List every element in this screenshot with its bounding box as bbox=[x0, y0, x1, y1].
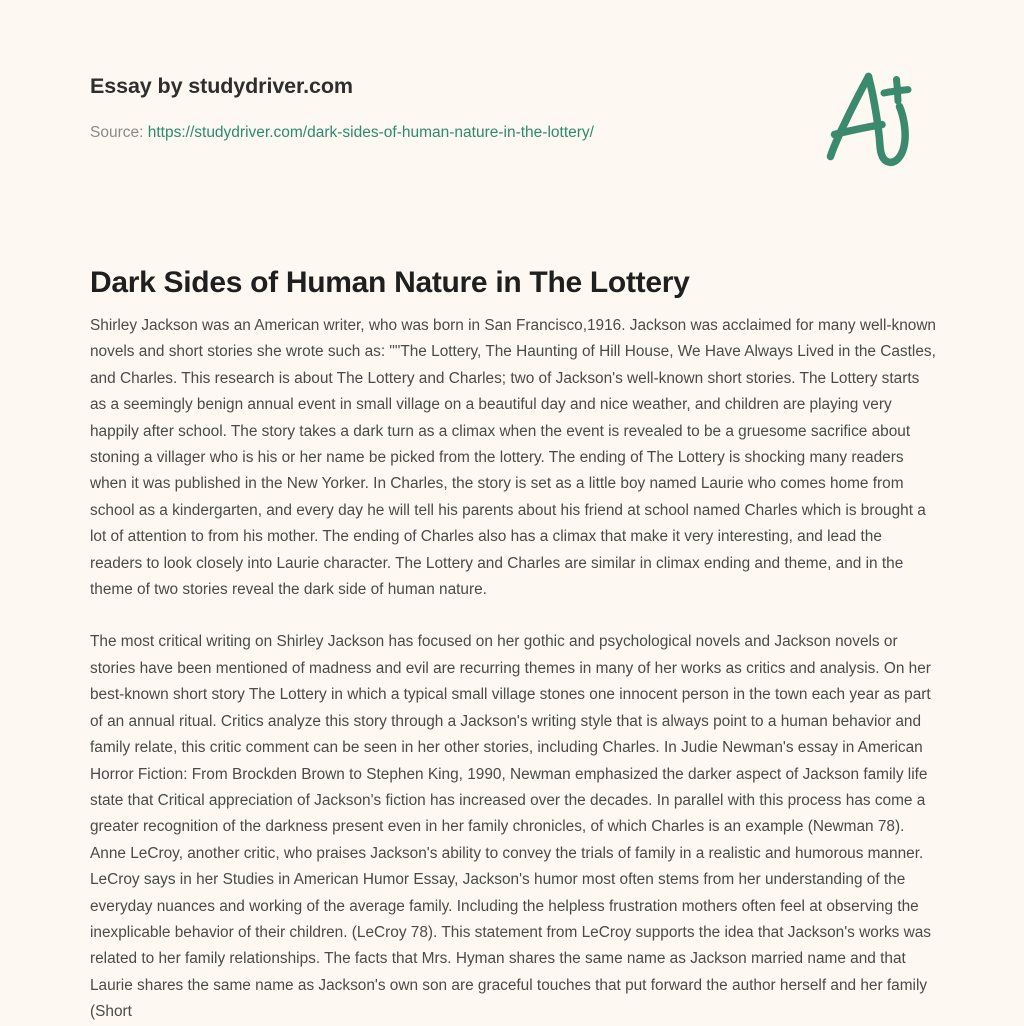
essay-paragraph: The most critical writing on Shirley Jackson has focused on her gothic and psychological novels and Jackson novels or stories have been mentioned of madness and evil are recurring themes in many of her works as critics and analysis. On her best-known short story The Lottery in which a typical small village stones one innocent person in the town each year as part of an annual ritual. Critics analyze this story through a Jackson's writing style that is always point to a human behavior and family relate, this critic comment can be seen in her other stories, including Charles. In Judie Newman's essay in American Horror Fiction: From Brockden Brown to Stephen King, 1990, Newman emphasized the darker aspect of Jackson family life state that Critical appreciation of Jackson's fiction has increased over the decades. In parallel with this process has come a greater recognition of the darkness present even in her family chronicles, of which Charles is an example (Newman 78). Anne LeCroy, another critic, who praises Jackson's ability to convey the trials of family in a realistic and humorous manner. LeCroy says in her Studies in American Humor Essay, Jackson's humor most often stems from her understanding of the everyday nuances and working of the average family. Including the helpless frustration mothers often feel at observing the inexplicable behavior of their children. (LeCroy 78). This statement from LeCroy supports the idea that Jackson's works was related to her family relationships. The facts that Mrs. Hyman shares the same name as Jackson married name and that Laurie shares the same name as Jackson's own son are graceful touches that put forward the author herself and her family (Short bbox=[90, 633, 931, 1021]
source-url-link[interactable]: https://studydriver.com/dark-sides-of-human-nature-in-the-lottery/ bbox=[147, 124, 594, 141]
page-title: Dark Sides of Human Nature in The Lottery bbox=[90, 266, 690, 300]
byline: Essay by studydriver.com bbox=[90, 74, 353, 98]
essay-paragraph: Shirley Jackson was an American writer, who was born in San Francisco,1916. Jackson was acclaimed for many well-known novels and short stories she wrote such as: ""The Lottery, The Haunting of Hill House, We Have Always Lived in the Castles, and Charles. This research is about The Lottery and Charles; two of Jackson's well-known short stories. The Lottery starts as a seemingly benign annual event in small village on a beautiful day and nice weather, and children are playing very happily after school. The story takes a dark turn as a climax when the event is revealed to be a gruesome sacrifice about stoning a villager who is his or her name be picked from the lottery. The ending of The Lottery is shocking many readers when it was published in the New Yorker. In Charles, the story is set as a little boy named Laurie who comes home from school as a kindergarten, and every day he will tell his parents about his friend at school named Charles which is brought a lot of attention to from his mother. The ending of Charles also has a climax that make it very interesting, and lead the readers to look closely into Laurie character. The Lottery and Charles are similar in climax ending and theme, and in the theme of two stories reveal the dark side of human nature. bbox=[90, 317, 936, 599]
source-label: Source: bbox=[90, 124, 144, 141]
essay-body bbox=[90, 313, 936, 1026]
aplus-logo-icon bbox=[812, 58, 932, 176]
source-line bbox=[90, 122, 594, 144]
studydriver-aplus-logo bbox=[812, 58, 932, 176]
page-header bbox=[0, 0, 1024, 200]
